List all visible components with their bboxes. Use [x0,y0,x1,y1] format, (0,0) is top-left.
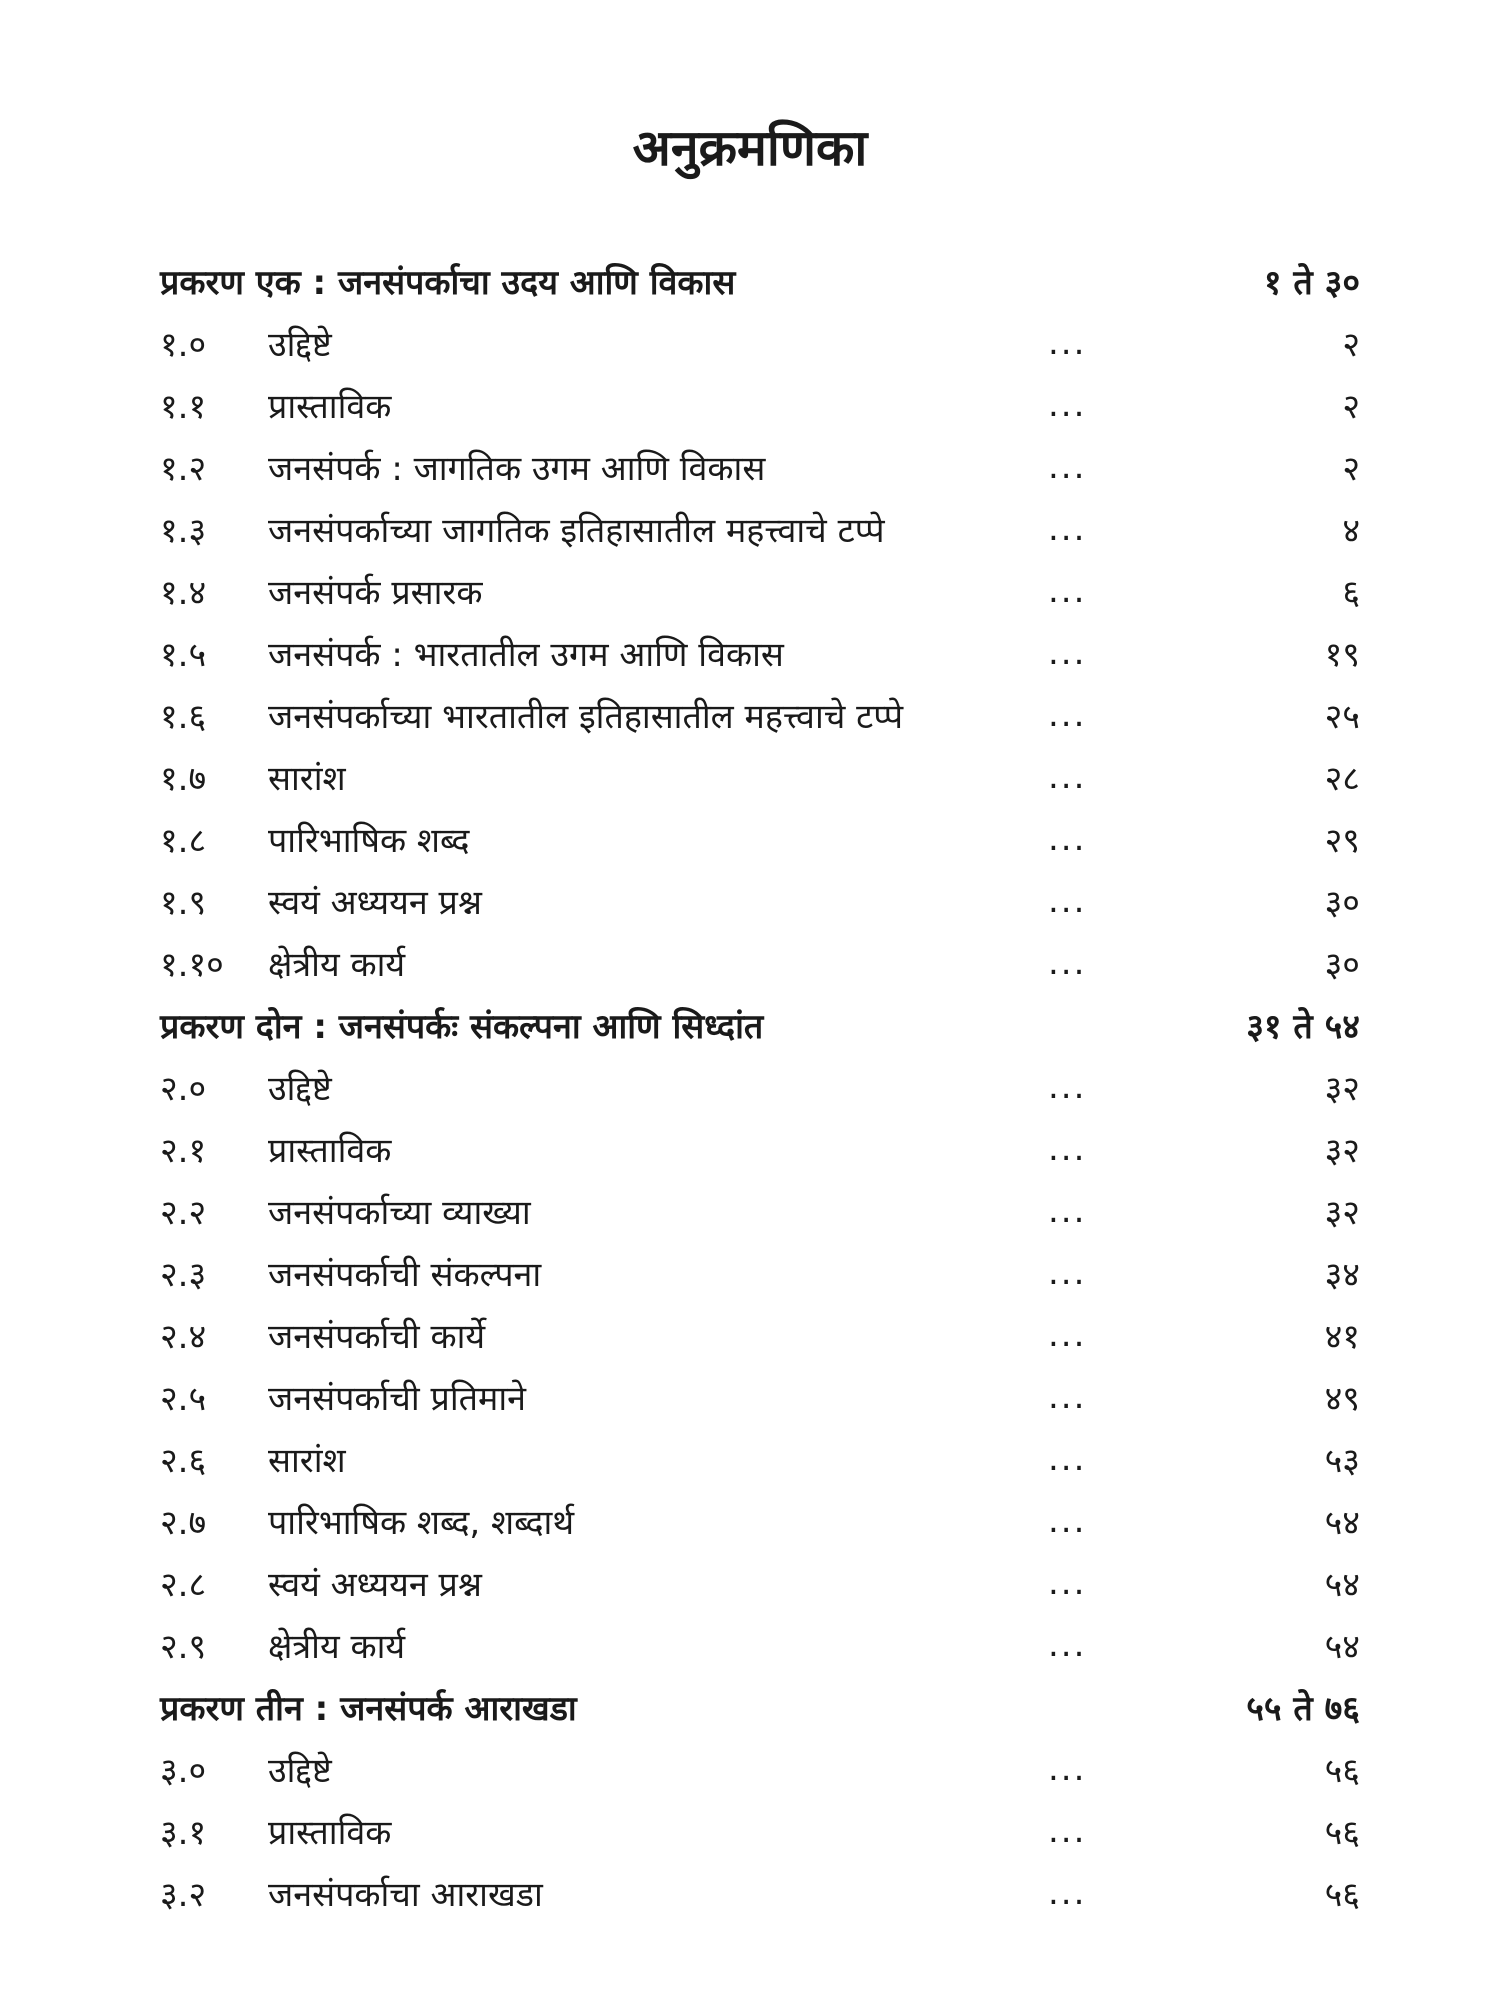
leader-dots: ... [1048,447,1087,487]
page-number: ५४ [1324,1503,1360,1543]
toc-entry [160,498,1360,560]
chapter-heading [160,1676,1360,1738]
section-number: २.८ [160,1565,207,1605]
section-title: क्षेत्रीय कार्य [268,1627,406,1667]
toc-entry [160,1614,1360,1676]
section-number: ३.० [160,1751,207,1791]
page-number: ४१ [1324,1317,1360,1357]
page-number: ५६ [1324,1875,1360,1915]
section-number: २.२ [160,1193,207,1233]
chapter-heading [160,994,1360,1056]
toc-entry [160,1180,1360,1242]
toc-entry [160,1428,1360,1490]
section-number: ३.१ [160,1813,207,1853]
chapter-heading [160,250,1360,312]
toc-entry [160,1304,1360,1366]
leader-dots: ... [1048,819,1087,859]
page-number: ३४ [1324,1255,1360,1295]
leader-dots: ... [1048,1191,1087,1231]
leader-dots: ... [1048,385,1087,425]
leader-dots: ... [1048,1377,1087,1417]
page-number: ४९ [1324,1379,1360,1419]
section-title: उद्दिष्टे [268,1751,332,1791]
page-number: २८ [1324,759,1360,799]
section-title: जनसंपर्काची प्रतिमाने [268,1379,527,1419]
section-title: सारांश [268,759,346,799]
leader-dots: ... [1048,571,1087,611]
leader-dots: ... [1048,881,1087,921]
chapter-page-range: ३१ ते ५४ [1246,1007,1360,1047]
page-number: ५४ [1324,1627,1360,1667]
section-number: १.८ [160,821,207,861]
toc-entry [160,1118,1360,1180]
page-number: २ [1342,449,1360,489]
section-number: १.३ [160,511,207,551]
section-number: २.९ [160,1627,207,1667]
section-title: जनसंपर्काच्या जागतिक इतिहासातील महत्त्वाचे टप्पे [268,511,885,551]
leader-dots: ... [1048,323,1087,363]
chapter-title: प्रकरण दोन : जनसंपर्कः संकल्पना आणि सिध्दांत [160,1007,764,1047]
leader-dots: ... [1048,943,1087,983]
section-title: प्रास्ताविक [268,387,392,427]
toc-entry [160,746,1360,808]
toc-entry [160,436,1360,498]
section-title: प्रास्ताविक [268,1813,392,1853]
section-number: १.५ [160,635,207,675]
leader-dots: ... [1048,1315,1087,1355]
leader-dots: ... [1048,695,1087,735]
section-title: स्वयं अध्ययन प्रश्न [268,1565,482,1605]
toc-entry [160,1366,1360,1428]
section-number: २.५ [160,1379,207,1419]
table-of-contents [160,250,1360,1924]
toc-entry [160,808,1360,870]
section-number: १.७ [160,759,207,799]
toc-entry [160,1242,1360,1304]
section-title: जनसंपर्क प्रसारक [268,573,483,613]
page-number: ३२ [1324,1131,1360,1171]
toc-entry [160,1552,1360,1614]
chapter-title: प्रकरण एक : जनसंपर्काचा उदय आणि विकास [160,263,736,303]
section-number: २.४ [160,1317,207,1357]
section-number: १.६ [160,697,207,737]
section-number: १.९ [160,883,207,923]
section-title: जनसंपर्क : जागतिक उगम आणि विकास [268,449,766,489]
section-number: १.१० [160,945,224,985]
page-number: ६ [1342,573,1360,613]
page-number: ५६ [1324,1813,1360,1853]
toc-entry [160,870,1360,932]
leader-dots: ... [1048,1625,1087,1665]
section-title: जनसंपर्काची संकल्पना [268,1255,542,1295]
section-title: जनसंपर्काची कार्ये [268,1317,486,1357]
toc-entry [160,622,1360,684]
section-number: १.० [160,325,207,365]
section-title: सारांश [268,1441,346,1481]
section-title: जनसंपर्काच्या भारतातील इतिहासातील महत्त्वाचे टप्पे [268,697,904,737]
leader-dots: ... [1048,1811,1087,1851]
section-title: स्वयं अध्ययन प्रश्न [268,883,482,923]
page-number: २ [1342,325,1360,365]
page-number: ३२ [1324,1193,1360,1233]
section-title: पारिभाषिक शब्द, शब्दार्थ [268,1503,575,1543]
leader-dots: ... [1048,1253,1087,1293]
page-number: ३० [1324,883,1360,923]
section-number: ३.२ [160,1875,207,1915]
section-title: क्षेत्रीय कार्य [268,945,406,985]
toc-entry [160,684,1360,746]
toc-entry [160,932,1360,994]
chapter-page-range: ५५ ते ७६ [1246,1689,1360,1729]
section-number: १.१ [160,387,207,427]
section-number: १.२ [160,449,207,489]
section-title: जनसंपर्क : भारतातील उगम आणि विकास [268,635,784,675]
toc-entry [160,312,1360,374]
section-number: २.६ [160,1441,207,1481]
page-number: ५६ [1324,1751,1360,1791]
page-number: २ [1342,387,1360,427]
leader-dots: ... [1048,1067,1087,1107]
section-number: २.३ [160,1255,207,1295]
leader-dots: ... [1048,1749,1087,1789]
toc-entry [160,374,1360,436]
section-number: २.७ [160,1503,207,1543]
leader-dots: ... [1048,509,1087,549]
chapter-page-range: १ ते ३० [1263,263,1360,303]
section-number: २.१ [160,1131,207,1171]
toc-entry [160,1800,1360,1862]
toc-entry [160,1862,1360,1924]
page-number: ४ [1342,511,1360,551]
page-title: अनुक्रमणिका [632,119,868,177]
section-title: पारिभाषिक शब्द [268,821,470,861]
section-title: उद्दिष्टे [268,325,332,365]
page-number: ३२ [1324,1069,1360,1109]
section-title: प्रास्ताविक [268,1131,392,1171]
toc-entry [160,1738,1360,1800]
page-number: २९ [1324,821,1360,861]
section-title: उद्दिष्टे [268,1069,332,1109]
leader-dots: ... [1048,1873,1087,1913]
page-number: २५ [1324,697,1360,737]
section-number: १.४ [160,573,207,613]
page-number: १९ [1324,635,1360,675]
toc-entry [160,1056,1360,1118]
page-number: ५४ [1324,1565,1360,1605]
page-number: ५३ [1324,1441,1360,1481]
section-title: जनसंपर्काचा आराखडा [268,1875,543,1915]
leader-dots: ... [1048,633,1087,673]
toc-entry [160,1490,1360,1552]
page-number: ३० [1324,945,1360,985]
leader-dots: ... [1048,1439,1087,1479]
leader-dots: ... [1048,1501,1087,1541]
section-title: जनसंपर्काच्या व्याख्या [268,1193,531,1233]
section-number: २.० [160,1069,207,1109]
leader-dots: ... [1048,1563,1087,1603]
chapter-title: प्रकरण तीन : जनसंपर्क आराखडा [160,1689,577,1729]
toc-entry [160,560,1360,622]
leader-dots: ... [1048,1129,1087,1169]
leader-dots: ... [1048,757,1087,797]
